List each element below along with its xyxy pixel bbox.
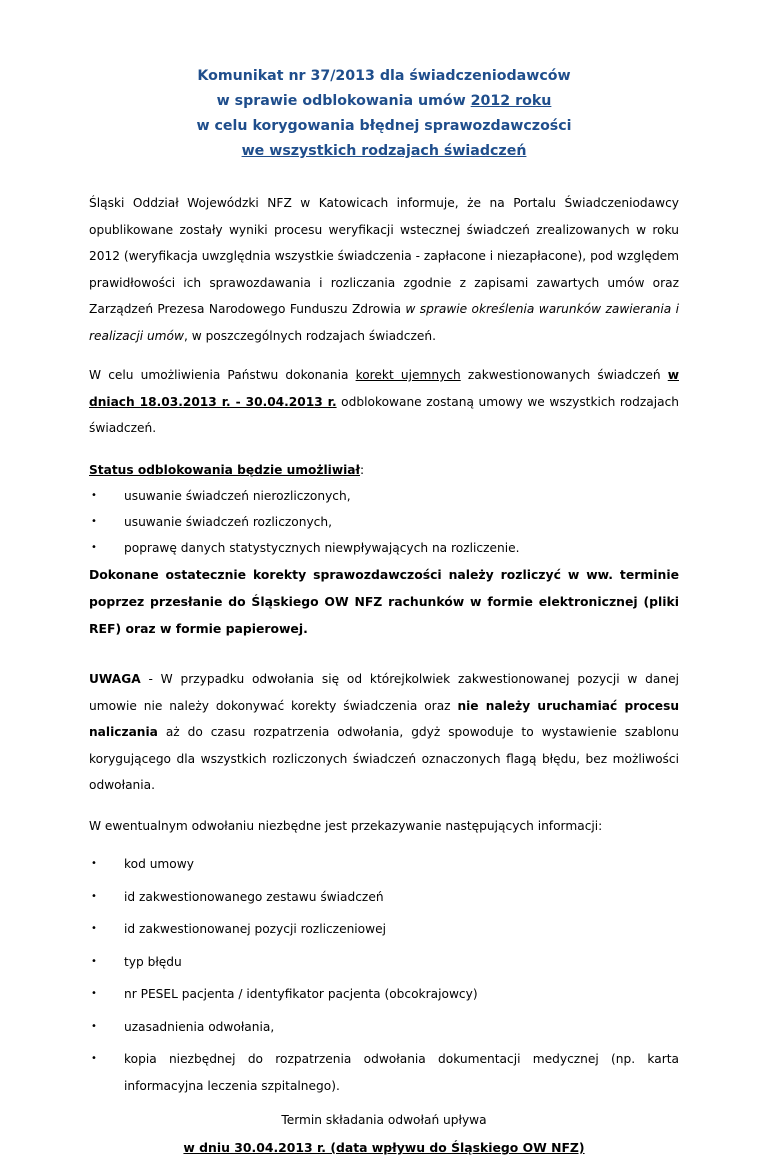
status-heading-text: Status odblokowania będzie umożliwiał (89, 462, 361, 477)
correction-dates: w dniach 18.03.2013 r. - 30.04.2013 r. (89, 368, 679, 409)
list-item (89, 1046, 679, 1099)
bullet-icon: • (91, 516, 97, 527)
correction-underlined: korekt ujemnych (355, 368, 461, 382)
list-item-text: kod umowy (124, 857, 194, 871)
bullet-icon: • (91, 1020, 97, 1032)
title-line-2-text: w sprawie odblokowania umów (216, 93, 471, 109)
correction-text-a: W celu umożliwienia Państwu dokonania (89, 368, 356, 382)
list-item (89, 884, 679, 911)
warning-bold: nie należy uruchamiać procesu naliczania (89, 698, 680, 739)
bullet-icon: • (91, 490, 97, 501)
list-item-text: typ błędu (124, 954, 182, 969)
status-heading (89, 457, 679, 484)
correction-text-c: odblokowane zostaną umowy we wszystkich rodzajach świadczeń. (89, 394, 679, 435)
list-item (89, 916, 679, 943)
status-heading-colon: : (360, 462, 365, 477)
list-item (89, 535, 679, 561)
warning-paragraph (89, 666, 679, 799)
correction-paragraph (89, 362, 679, 442)
settlement-paragraph: Dokonane ostatecznie korekty sprawozdawczości należy rozliczyć w ww. terminie poprzez przesłanie do Śląskiego OW NFZ rachunków w formie elektronicznej (pliki REF) oraz w formie papierowej. (89, 567, 679, 636)
appeal-list (89, 851, 679, 1099)
list-item-text: nr PESEL pacjenta / identyfikator pacjenta (obcokrajowcy) (124, 987, 478, 1001)
deadline-date: w dniu 30.04.2013 r. (data wpływu do Śląskiego OW NFZ) (183, 1140, 585, 1155)
list-item (89, 509, 679, 535)
list-item (89, 981, 679, 1008)
title-line-1: Komunikat nr 37/2013 dla świadczeniodawców (197, 68, 571, 84)
list-item (89, 851, 679, 878)
list-item-text: id zakwestionowanej pozycji rozliczeniowej (124, 922, 386, 936)
warning-text-b: aż do czasu rozpatrzenia odwołania, gdyż spowoduje to wystawienie szablonu korygującego dla wszystkich rozliczonych świadczeń oznaczonych flagą błędu, bez możliwości odwołania. (89, 725, 679, 792)
list-item-text: poprawę danych statystycznych niewpływających na rozliczenie. (124, 541, 520, 555)
list-item-text: uzasadnienia odwołania, (124, 1019, 275, 1034)
bullet-icon: • (91, 858, 97, 869)
document-title (89, 64, 679, 164)
bullet-icon: • (91, 955, 97, 967)
bullet-icon: • (91, 542, 97, 553)
intro-text: Śląski Oddział Wojewódzki NFZ w Katowicach informuje, że na Portalu Świadczeniodawcy opublikowane zostały wyniki procesu weryfikacji wstecznej świadczeń zrealizowanych w roku 2012 (weryfikacja uwzględnia wszystkie świadczenia - zapłacone i niezapłacone), pod względem prawidłowości ich sprawozdawania i rozliczania zgodnie z zapisami zawartych umów oraz Zarządzeń Prezesa Narodowego Funduszu Zdrowia (89, 196, 679, 316)
correction-text-b: zakwestionowanych świadczeń (460, 368, 668, 382)
appeal-intro: W ewentualnym odwołaniu niezbędne jest przekazywanie następujących informacji: (89, 818, 603, 833)
list-item (89, 949, 679, 976)
bullet-icon: • (91, 1053, 97, 1064)
list-item-text: usuwanie świadczeń rozliczonych, (124, 515, 332, 529)
title-line-2 (89, 89, 679, 114)
list-item-text: id zakwestionowanego zestawu świadczeń (124, 889, 384, 904)
warning-label: UWAGA (89, 672, 141, 686)
bullet-icon: • (91, 923, 97, 934)
bullet-icon: • (91, 988, 97, 999)
deadline-label: Termin składania odwołań upływa (281, 1113, 487, 1127)
list-item (89, 483, 679, 509)
intro-italic: w sprawie określenia warunków zawierania i realizacji umów (89, 302, 679, 343)
intro-paragraph (89, 190, 679, 349)
list-item-text: kopia niezbędnej do rozpatrzenia odwołania dokumentacji medycznej (np. karta informacyjna leczenia szpitalnego). (124, 1052, 679, 1093)
warning-text-a: - W przypadku odwołania się od którejkolwiek zakwestionowanej pozycji w danej umowie nie należy dokonywać korekty świadczenia oraz (89, 672, 679, 713)
list-item (89, 1014, 679, 1041)
bullet-icon: • (91, 890, 97, 902)
title-line-4: we wszystkich rodzajach świadczeń (241, 143, 527, 159)
title-year: 2012 roku (470, 93, 552, 109)
status-list (89, 483, 679, 561)
list-item-text: usuwanie świadczeń nierozliczonych, (124, 489, 351, 503)
title-line-3: w celu korygowania błędnej sprawozdawczości (196, 118, 572, 134)
intro-text-end: , w poszczególnych rodzajach świadczeń. (183, 328, 436, 343)
